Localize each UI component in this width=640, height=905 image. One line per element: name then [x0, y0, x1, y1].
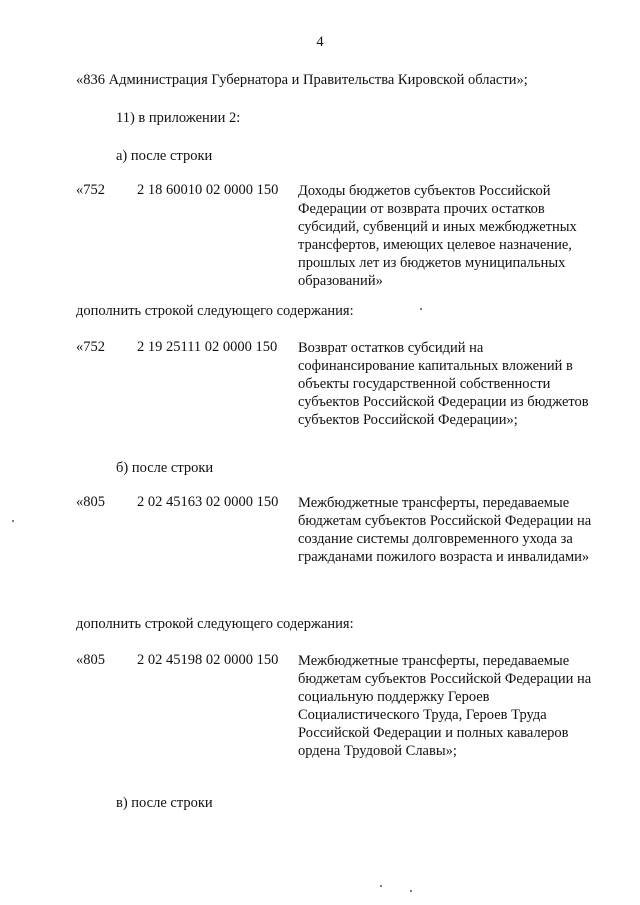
- supplement-line-2: дополнить строкой следующего содержания:: [76, 616, 354, 632]
- scan-speck: [410, 890, 412, 892]
- supplement-line-1: дополнить строкой следующего содержания:: [76, 303, 354, 319]
- row2-kbk: 2 19 25111 02 0000 150: [137, 339, 278, 355]
- row4-kbk: 2 02 45198 02 0000 150: [137, 652, 279, 668]
- row1-code: «752: [76, 182, 105, 198]
- row1-kbk: 2 18 60010 02 0000 150: [137, 182, 279, 198]
- scan-speck: [12, 520, 14, 522]
- scan-speck: [420, 308, 422, 310]
- sub-item-a: а) после строки: [116, 148, 213, 164]
- row2-description: Возврат остатков субсидий на софинансирование капитальных вложений в объекты государственной собственности субъектов Российской Федерации из бюджетов субъектов Российской Федерации»;: [298, 340, 589, 428]
- header-line: «836 Администрация Губернатора и Правительства Кировской области»;: [76, 72, 528, 88]
- row3-kbk: 2 02 45163 02 0000 150: [137, 494, 279, 510]
- sub-item-v: в) после строки: [116, 795, 213, 811]
- page-number: 4: [316, 34, 324, 50]
- row4-description: Межбюджетные трансферты, передаваемые бюджетам субъектов Российской Федерации на социальную поддержку Героев Социалистического Труда, Героев Труда Российской Федерации и полных кавалеров ордена Трудовой Славы»;: [298, 653, 592, 759]
- row1-description: Доходы бюджетов субъектов Российской Федерации от возврата прочих остатков субсидий, субвенций и иных межбюджетных трансфертов, имеющих целевое назначение, прошлых лет из бюджетов муниципальных образований»: [298, 183, 577, 289]
- row3-code: «805: [76, 494, 105, 510]
- item-11-heading: 11) в приложении 2:: [116, 110, 241, 126]
- row4-code: «805: [76, 652, 105, 668]
- row3-description: Межбюджетные трансферты, передаваемые бюджетам субъектов Российской Федерации на создание системы долговременного ухода за гражданами пожилого возраста и инвалидами»: [298, 495, 592, 565]
- row2-code: «752: [76, 339, 105, 355]
- sub-item-b: б) после строки: [116, 460, 214, 476]
- scan-speck: [380, 885, 382, 887]
